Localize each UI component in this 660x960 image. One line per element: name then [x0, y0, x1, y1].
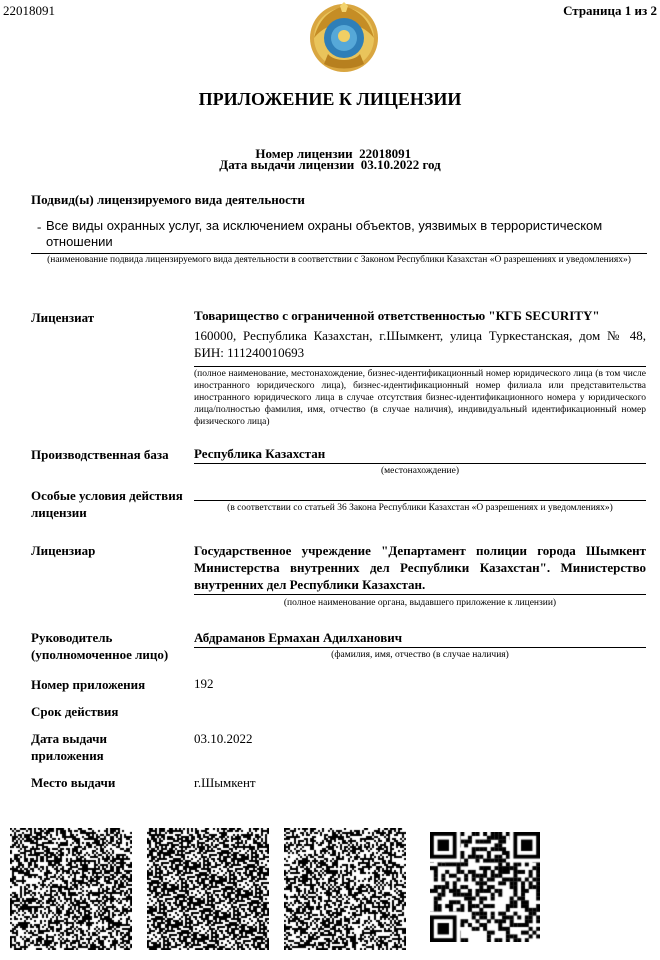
head-label: Руководитель (уполномоченное лицо): [31, 630, 169, 662]
divider: [194, 647, 646, 648]
appendix-number-value: 192: [194, 676, 214, 691]
qr-code-icon: [430, 832, 540, 942]
divider: [194, 366, 646, 367]
special-conditions-note: (в соответствии со статьей 36 Закона Республики Казахстан «О разрешениях и уведомлениях»): [227, 503, 613, 513]
head-value: Абдраманов Ермахан Адилханович: [194, 630, 403, 645]
license-number-value: 22018091: [359, 146, 412, 161]
licensee-note: (полное наименование, местонахождение, бизнес-идентификационный номер юридического лица (в том числе иностранного юридического лица), бизнес-идентификационный номер филиала или представительства иностранного юридического лица в случае отсутствия бизнес-идентификационного номера у юридического лица/полностью фамилия, имя, отчество (в случае наличия), индивидуальный идентификационный номер физического лица): [194, 369, 646, 427]
subtype-text: Все виды охранных услуг, за исключением охраны объектов, уязвимых в террористическом отношении: [46, 218, 603, 249]
subtype-heading: Подвид(ы) лицензируемого вида деятельности: [31, 192, 305, 207]
license-number-label: Номер лицензии: [255, 146, 353, 161]
licensee-name: Товарищество с ограниченной ответственностью "КГБ SECURITY": [194, 308, 600, 323]
divider: [194, 594, 646, 595]
2d-barcode-icon: [10, 828, 132, 950]
licensor-note: (полное наименование органа, выдавшего приложение к лицензии): [283, 598, 557, 608]
licensor-label: Лицензиар: [31, 543, 96, 558]
page-indicator: Страница 1 из 2: [563, 3, 657, 18]
head-note: (фамилия, имя, отчество (в случае наличия): [331, 650, 509, 660]
place-label: Место выдачи: [31, 775, 116, 790]
subtype-bullet: -: [37, 219, 42, 234]
issue-date-value: 03.10.2022 год: [360, 157, 441, 172]
licensee-label: Лицензиат: [31, 310, 95, 325]
issue-date-label: Дата выдачи лицензии: [219, 157, 355, 172]
page-title: ПРИЛОЖЕНИЕ К ЛИЦЕНЗИИ: [198, 89, 462, 109]
licensor-value: Государственное учреждение "Департамент полиции города Шымкент Министерства внутренних дел Республики Казахстан". Министерство внутренних дел Республики Казахстан.: [194, 543, 646, 592]
production-base-value: Республика Казахстан: [194, 446, 326, 461]
divider: [194, 500, 646, 501]
validity-label: Срок действия: [31, 704, 119, 719]
appendix-number-label: Номер приложения: [31, 677, 146, 692]
appendix-date-value: 03.10.2022: [194, 731, 253, 746]
appendix-date-label: Дата выдачи приложения: [31, 731, 107, 763]
licensee-address: 160000, Республика Казахстан, г.Шымкент, улица Туркестанская, дом № 48, БИН: 111240010693: [194, 328, 646, 360]
doc-number: 22018091: [3, 3, 55, 18]
place-value: г.Шымкент: [194, 775, 256, 790]
special-conditions-label: Особые условия действия лицензии: [31, 488, 183, 520]
production-base-label: Производственная база: [31, 447, 169, 462]
issue-date-row: [0, 157, 660, 173]
divider: [194, 463, 646, 464]
2d-barcode-icon: [147, 828, 269, 950]
2d-barcode-icon: [284, 828, 406, 950]
production-base-note: (местонахождение): [381, 466, 459, 476]
subtype-note: (наименование подвида лицензируемого вида деятельности в соответствии с Законом Республики Казахстан «О разрешениях и уведомлениях»): [47, 255, 631, 265]
state-emblem-icon: [308, 2, 380, 74]
